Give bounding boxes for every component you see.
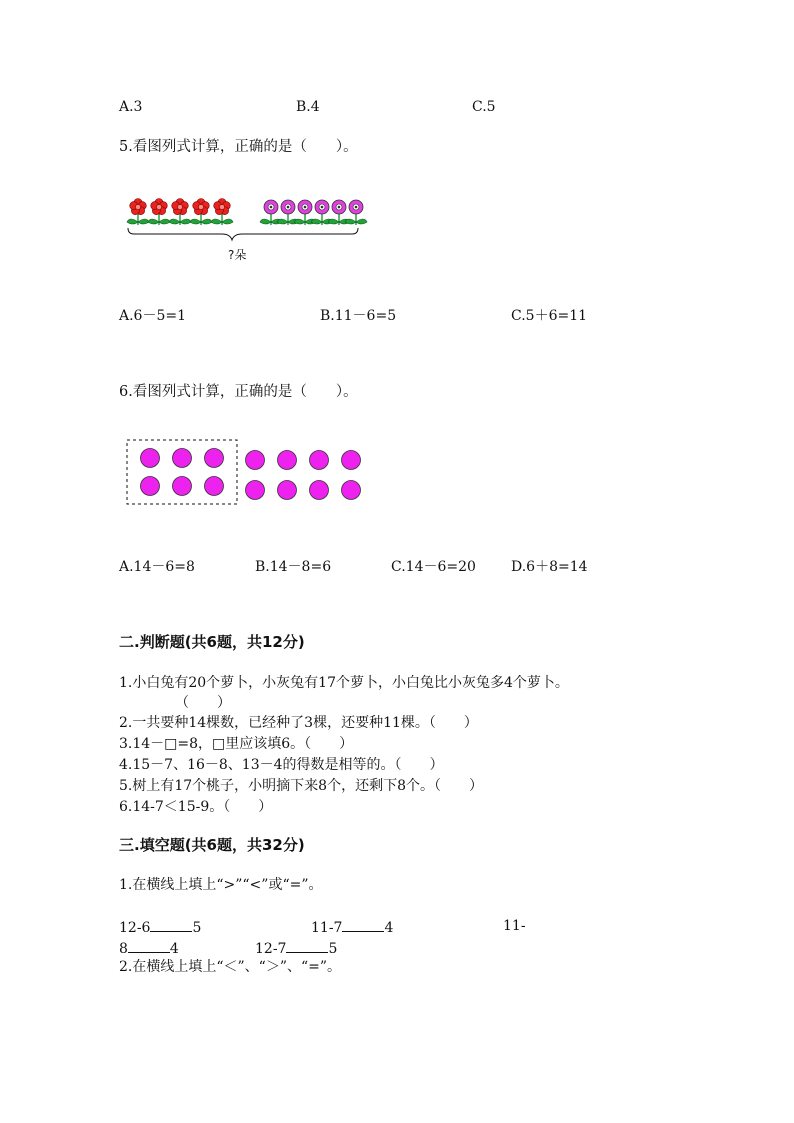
circle-outside <box>310 481 329 500</box>
fill-item-left: 11- <box>503 918 526 934</box>
circle-in-box <box>173 477 192 496</box>
answer-blank[interactable] <box>150 917 192 932</box>
circle-outside <box>278 451 297 470</box>
fill-item-left: 12-6 <box>119 920 151 936</box>
judge-item-4: 4.15－7、16－8、13－4的得数是相等的。（ ） <box>119 757 444 773</box>
q6-option-b: B.14－8=6 <box>255 559 332 575</box>
circle-outside <box>246 481 265 500</box>
circle-in-box <box>141 477 160 496</box>
circle-outside <box>246 451 265 470</box>
fill-item-3 <box>503 917 526 935</box>
q5-option-b: B.11－6=5 <box>320 308 397 324</box>
fill-item-2 <box>311 917 393 937</box>
q5-option-c: C.5＋6=11 <box>511 308 588 324</box>
circle-outside <box>310 451 329 470</box>
fill-item-4 <box>255 938 337 958</box>
option-b: B.4 <box>296 99 320 115</box>
judge-item-1-paren: （ ） <box>175 695 231 711</box>
circle-in-box <box>173 449 192 468</box>
fill-item-right: 5 <box>192 920 202 936</box>
red-flower <box>148 199 170 226</box>
red-flower <box>127 199 149 226</box>
fill-question-1-stem: 1.在横线上填上“>”“<”或“=”。 <box>119 877 323 893</box>
red-flower <box>190 199 212 226</box>
q5-option-a: A.6－5=1 <box>119 308 187 324</box>
circle-in-box <box>141 449 160 468</box>
q6-option-d: D.6＋8=14 <box>511 559 588 575</box>
fill-item-3-cont <box>119 938 179 958</box>
fill-item-left: 11-7 <box>311 920 343 936</box>
option-c: C.5 <box>472 99 496 115</box>
judge-item-1: 1.小白兔有20个萝卜，小灰兔有17个萝卜，小白兔比小灰兔多4个萝卜。 <box>119 675 569 691</box>
circle-illustration <box>125 438 375 508</box>
red-flower <box>169 199 191 226</box>
brace-label: ?朵 <box>228 248 247 262</box>
circle-outside <box>278 481 297 500</box>
brace <box>128 228 358 240</box>
section-2-title: 二.判断题(共6题，共12分) <box>119 633 305 651</box>
judge-item-3: 3.14－□=8，□里应该填6。（ ） <box>119 736 354 752</box>
fill-question-2-stem: 2.在横线上填上“＜”、“＞”、“=”。 <box>119 959 342 975</box>
judge-item-2: 2.一共要种14棵数，已经种了3棵，还要种11棵。（ ） <box>119 715 478 731</box>
circle-in-box <box>205 477 224 496</box>
section-3-title: 三.填空题(共6题，共32分) <box>119 836 305 854</box>
judge-item-5: 5.树上有17个桃子，小明摘下来8个，还剩下8个。（ ） <box>119 778 483 794</box>
circle-in-box <box>205 449 224 468</box>
flower-illustration <box>120 190 380 250</box>
answer-blank[interactable] <box>286 938 328 953</box>
fill-item-left: 12-7 <box>255 941 287 957</box>
question-5-stem: 5.看图列式计算，正确的是（ ）。 <box>119 139 358 155</box>
fill-item-left: 8 <box>119 941 128 957</box>
question-6-stem: 6.看图列式计算，正确的是（ ）。 <box>119 384 358 400</box>
purple-flower <box>345 200 367 225</box>
circle-outside <box>342 451 361 470</box>
fill-item-right: 4 <box>169 941 179 957</box>
judge-item-6: 6.14-7＜15-9。（ ） <box>119 799 273 815</box>
q6-option-a: A.14－6=8 <box>119 559 195 575</box>
red-flower <box>211 199 233 226</box>
answer-blank[interactable] <box>128 938 170 953</box>
q6-option-c: C.14－6=20 <box>391 559 476 575</box>
circle-outside <box>342 481 361 500</box>
option-a: A.3 <box>119 99 143 115</box>
fill-item-right: 5 <box>328 941 338 957</box>
answer-blank[interactable] <box>342 917 384 932</box>
fill-item-right: 4 <box>384 920 394 936</box>
fill-item-1 <box>119 917 201 937</box>
